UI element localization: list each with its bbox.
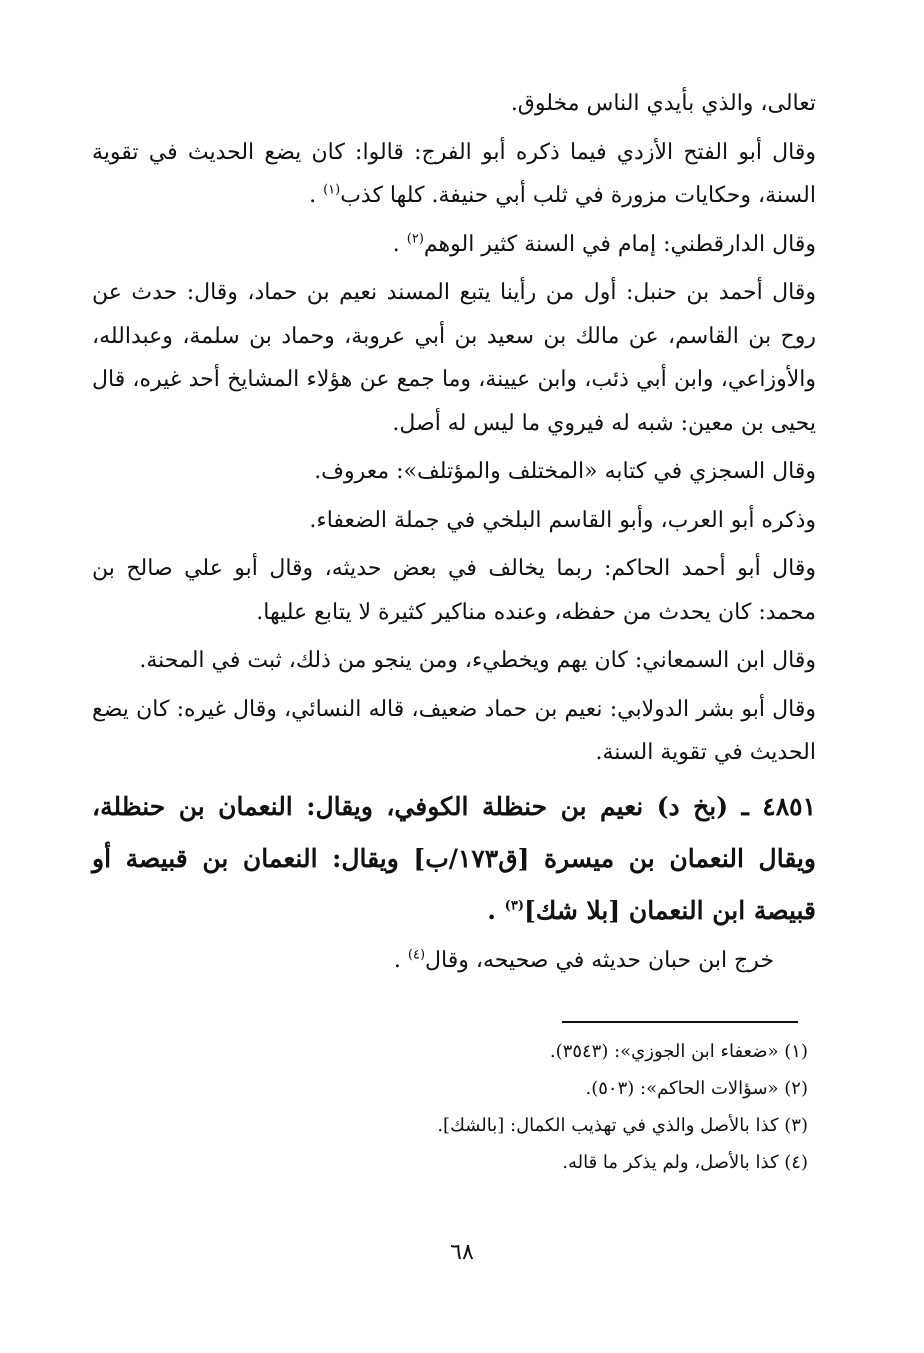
footnote-2: (٢) «سؤالات الحاكم»: (٥٠٣). xyxy=(585,1078,808,1099)
footnote-1: (١) «ضعفاء ابن الجوزي»: (٣٥٤٣). xyxy=(549,1041,808,1062)
paragraph-text: خرج ابن حبان حديثه في صحيحه، وقال xyxy=(425,947,774,973)
biography-entry-heading xyxy=(92,781,816,937)
footnote-divider xyxy=(562,1021,798,1023)
footnote-3: (٣) كذا بالأصل والذي في تهذيب الكمال: [بالشك]. xyxy=(437,1115,808,1136)
paragraph-end: . xyxy=(392,231,407,257)
entry-end: . xyxy=(487,895,505,925)
paragraph-9 xyxy=(92,688,816,775)
entry-text: ٤٨٥١ ـ (بخ د) نعيم بن حنظلة الكوفي، ويقال: النعمان بن حنظلة، ويقال النعمان بن ميسرة [ق١٧٣/ب] ويقال: النعمان بن قبيصة أو قبيصة ابن النعمان [بلا شك] xyxy=(92,791,816,925)
footnote-ref[interactable]: (١) xyxy=(323,182,341,198)
paragraph-text: وقال السجزي في كتابه «المختلف والمؤتلف»: معروف. xyxy=(314,459,816,484)
paragraph-4 xyxy=(92,271,816,445)
paragraph-text: وقال أبو بشر الدولابي: نعيم بن حماد ضعيف، قاله النسائي، وقال غيره: كان يضع الحديث في تقوية السنة. xyxy=(92,696,816,765)
paragraph-1 xyxy=(92,82,816,126)
footnote-4: (٤) كذا بالأصل، ولم يذكر ما قاله. xyxy=(562,1152,808,1173)
paragraph-3 xyxy=(92,223,816,267)
page-number: ٦٨ xyxy=(450,1240,474,1265)
paragraph-text: وذكره أبو العرب، وأبو القاسم البلخي في جملة الضعفاء. xyxy=(309,507,816,533)
main-text xyxy=(92,82,816,987)
footnote-ref[interactable]: (٤) xyxy=(407,947,426,963)
paragraph-7 xyxy=(92,547,816,634)
footnote-ref[interactable]: (٣) xyxy=(504,898,524,914)
paragraph-text: وقال ابن السمعاني: كان يهم ويخطيء، ومن ينجو من ذلك، ثبت في المحنة. xyxy=(139,648,816,673)
paragraph-text: وقال الدارقطني: إمام في السنة كثير الوهم xyxy=(423,231,816,257)
paragraph-2 xyxy=(92,131,816,218)
paragraph-text: تعالى، والذي بأيدي الناس مخلوق. xyxy=(510,91,816,116)
paragraph-after-entry xyxy=(92,939,816,983)
paragraph-5 xyxy=(92,450,816,494)
paragraph-6 xyxy=(92,499,816,543)
footnotes xyxy=(92,1033,808,1181)
paragraph-text: وقال أحمد بن حنبل: أول من رأينا يتبع المسند نعيم بن حماد، وقال: حدث عن روح بن القاسم، عن مالك بن سعيد بن أبي عروبة، وحماد بن سلمة، وعبدالله، والأوزاعي، وابن أبي ذئب، وابن عيينة، وما جمع عن هؤلاء المشايخ أحد غيره، قال يحيى بن معين: شبه له فيروي ما ليس له أصل. xyxy=(92,280,816,436)
paragraph-8 xyxy=(92,639,816,683)
footnote-ref[interactable]: (٢) xyxy=(406,231,424,247)
paragraph-end: . xyxy=(309,183,324,208)
paragraph-text: وقال أبو أحمد الحاكم: ربما يخالف في بعض حديثه، وقال أبو علي صالح بن محمد: كان يحدث من حفظه، وعنده مناكير كثيرة لا يتابع عليها. xyxy=(92,556,816,625)
paragraph-end: . xyxy=(393,947,408,973)
paragraph-text: وقال أبو الفتح الأزدي فيما ذكره أبو الفرج: قالوا: كان يضع الحديث في تقوية السنة، وحكايات مزورة في ثلب أبي حنيفة. كلها كذب xyxy=(92,139,816,208)
